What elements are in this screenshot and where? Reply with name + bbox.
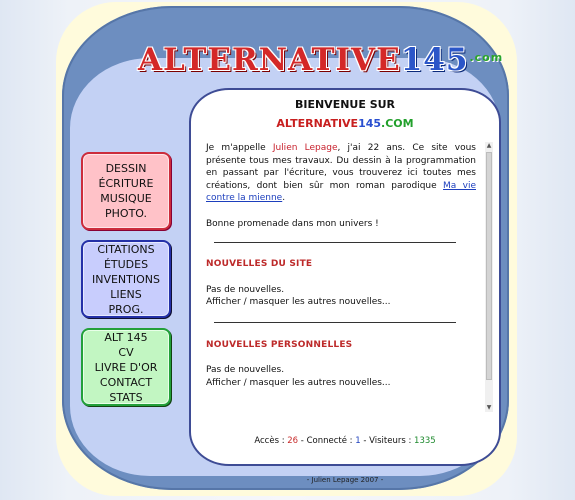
intro-text-start: Je m'appelle	[206, 143, 273, 153]
stats-visiteurs-label: - Visiteurs :	[360, 436, 415, 446]
stats-visiteurs-value: 1335	[414, 436, 436, 446]
visitor-stats	[191, 436, 499, 446]
site-name-part-3: .COM	[381, 117, 414, 130]
site-name-heading	[191, 117, 499, 130]
site-news-text: Pas de nouvelles.	[206, 284, 285, 295]
personal-news-text: Pas de nouvelles.	[206, 365, 285, 375]
stats-acces-label: Accès :	[254, 436, 288, 446]
menu-link-alt145[interactable]: ALT 145	[104, 330, 148, 344]
personal-news-toggle[interactable]: Afficher / masquer les autres nouvelles...	[206, 377, 391, 388]
menu-link-liens[interactable]: LIENS	[110, 287, 142, 301]
menu-link-prog[interactable]: PROG.	[108, 302, 144, 316]
stats-connecte-value: 1	[355, 436, 361, 446]
scrollbar-thumb[interactable]	[486, 152, 492, 380]
stats-connecte-label: - Connecté :	[298, 436, 356, 446]
menu-link-livre-dor[interactable]: LIVRE D'OR	[94, 360, 158, 374]
menu-link-stats[interactable]: STATS	[109, 390, 143, 404]
intro-text-end: .	[282, 193, 286, 203]
menu-box-knowledge	[81, 240, 171, 318]
menu-link-photo[interactable]: PHOTO.	[105, 207, 147, 220]
greeting-text: Bonne promenade dans mon univers !	[206, 218, 379, 229]
site-news-toggle[interactable]: Afficher / masquer les autres nouvelles...	[206, 297, 391, 307]
menu-box-site	[81, 328, 171, 406]
menu-box-creations	[81, 152, 171, 230]
news-scroll-area[interactable]	[206, 142, 476, 412]
site-name-part-1: ALTERNATIVE	[276, 117, 359, 130]
menu-link-cv[interactable]: CV	[118, 345, 134, 359]
site-name-part-2: 145	[358, 117, 382, 130]
menu-link-inventions[interactable]: INVENTIONS	[91, 272, 160, 286]
vertical-scrollbar[interactable]	[485, 142, 493, 412]
menu-link-contact[interactable]: CONTACT	[99, 375, 153, 389]
intro-paragraph	[206, 142, 476, 205]
logo-suffix: .com	[469, 51, 504, 64]
section-title-personal-news: NOUVELLES PERSONNELLES	[206, 339, 353, 350]
intro-text-mid: , j'ai 22 ans. Ce site vous présente tous mes travaux. Du dessin à la programmation en passant par l'écriture, vous trouverez ici toutes mes créations, dont bien sûr mon roman parodique	[206, 143, 476, 191]
logo-number: 145	[400, 42, 469, 78]
menu-link-musique[interactable]: MUSIQUE	[100, 192, 152, 205]
section-title-site-news: NOUVELLES DU SITE	[206, 259, 313, 269]
logo-main-text: ALTERNATIVE	[138, 42, 401, 78]
page-footer: - Julien Lepage 2007 -	[306, 476, 384, 484]
menu-link-citations[interactable]: CITATIONS	[97, 242, 155, 256]
author-name: Julien Lepage	[272, 143, 338, 153]
scroll-down-icon[interactable]: ▼	[486, 404, 492, 411]
welcome-heading: BIENVENUE SUR	[294, 98, 396, 111]
menu-link-ecriture[interactable]: ÉCRITURE	[98, 177, 154, 190]
menu-link-dessin[interactable]: DESSIN	[105, 162, 147, 175]
content-panel	[189, 88, 501, 466]
scroll-up-icon[interactable]: ▲	[486, 142, 492, 149]
stats-acces-value: 26	[287, 436, 299, 446]
menu-link-etudes[interactable]: ÉTUDES	[103, 257, 149, 271]
novel-link[interactable]: Ma vie contre la mienne	[206, 180, 476, 203]
site-logo[interactable]	[138, 42, 504, 78]
